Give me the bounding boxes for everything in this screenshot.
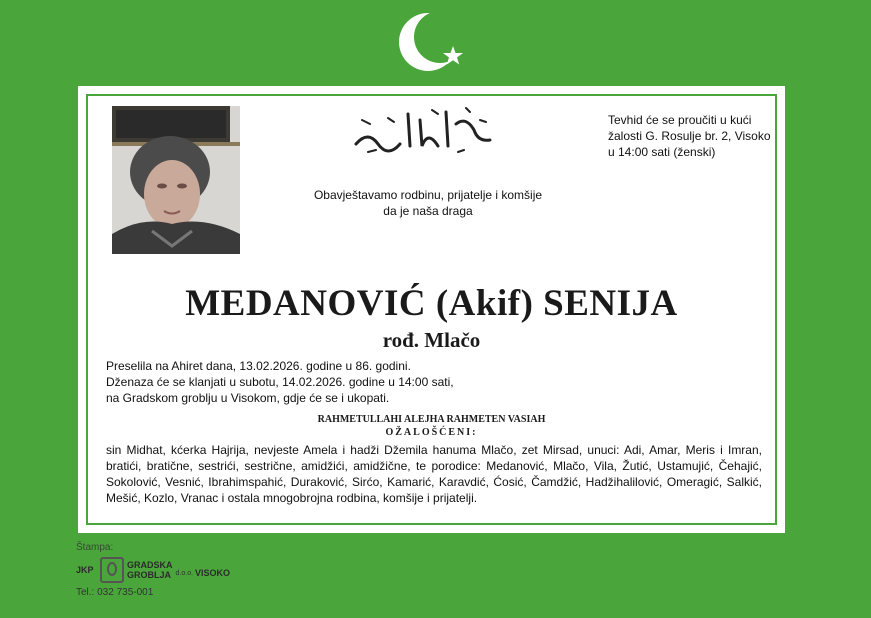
gradska-groblja-logo-icon — [100, 557, 124, 583]
maiden-name: rođ. Mlačo — [382, 328, 481, 352]
logo-name-line-1: GRADSKA — [127, 560, 173, 570]
announcement — [278, 187, 578, 219]
prayer-block — [78, 413, 785, 439]
funeral-details — [106, 358, 666, 406]
tevhid-info: Tevhid će se proučiti u kući žalosti G. Rosulje br. 2, Visoko u 14:00 sati (ženski) — [608, 113, 771, 159]
announcement-line-2: da je naša draga — [383, 204, 473, 218]
details-line-2: Dženaza će se klanjati u subotu, 14.02.2026. godine u 14:00 sati, — [106, 375, 454, 389]
printer-label: Štampa: — [76, 542, 114, 553]
logo-jkp: JKP — [76, 565, 94, 575]
logo-city: VISOKO — [195, 568, 231, 578]
printer-info — [76, 542, 276, 598]
details-line-1: Preselila na Ahiret dana, 13.02.2026. godine u 86. godini. — [106, 359, 411, 373]
mourners-list: sin Midhat, kćerka Hajrija, nevjeste Amela i hadži Džemila hanuma Mlačo, zet Mirsad, unuci: Adi, Amar, Meris i Imran, bratići, bratične, sestrići, sestrične, amidžići, amidžične, te porodice: Medanović, Mlačo, Vila, Žutić, Ustamujić, Čehajić, Sokolović, Vesnić, Ibrahimspahić, Duraković, Sirćo, Kamarić, Karavdić, Ćosić, Čamdžić, Hadžihalilović, Omeragić, Salkić, Mešić, Kozlo, Vranac i ostala mnogobrojna rodbina, komšije i prijatelji. — [106, 443, 762, 505]
prayer-text: RAHMETULLAHI ALEJHA RAHMETEN VASIAH — [317, 414, 546, 425]
logo-name — [127, 560, 173, 580]
logo-name-line-2: GROBLJA — [127, 570, 172, 580]
deceased-name: MEDANOVIĆ (Akif) SENIJA — [185, 283, 678, 324]
arabic-calligraphy-icon — [348, 100, 498, 156]
crescent-star-icon — [396, 10, 476, 76]
details-line-3: na Gradskom groblju u Visokom, gdje će se i ukopati. — [106, 391, 390, 405]
logo-doo: d.o.o. — [175, 569, 194, 577]
printer-phone: Tel.: 032 735-001 — [76, 587, 154, 598]
announcement-line-1: Obavještavamo rodbinu, prijatelje i komšije — [313, 188, 543, 202]
mourners-title: OŽALOŠĆENI: — [385, 427, 478, 438]
printer-logo — [76, 557, 276, 583]
portrait-photo — [112, 106, 240, 254]
obituary-card — [78, 86, 785, 533]
